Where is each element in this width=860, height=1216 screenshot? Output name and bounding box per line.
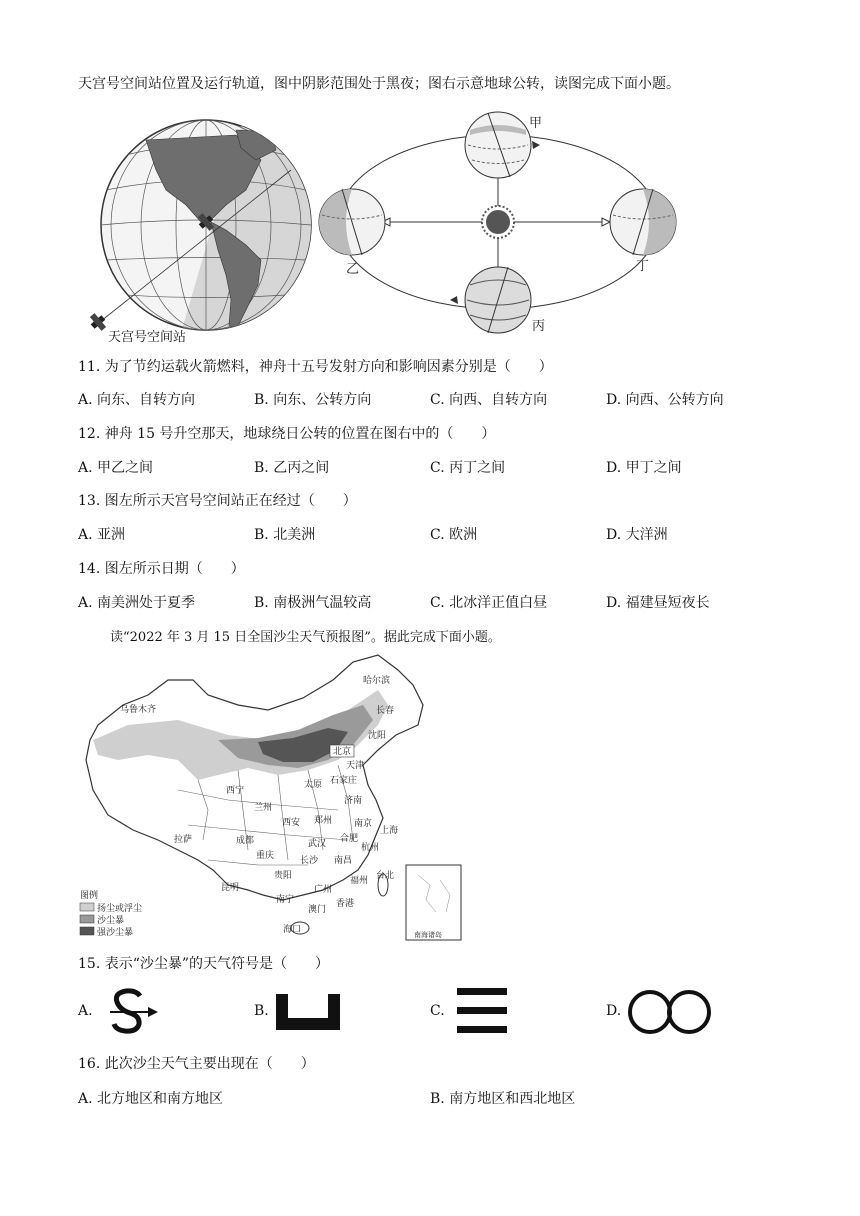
question-14-stem: 14. 图左所示日期（ ）: [78, 561, 245, 577]
city-shanghai: 上海: [380, 826, 399, 836]
q16-option-b[interactable]: B. 南方地区和西北地区: [430, 1091, 576, 1107]
intro-text-1: 天宫号空间站位置及运行轨道，图中阴影范围处于黑夜；图右示意地球公转，读图完成下面小题。: [78, 76, 680, 92]
city-hefei: 合肥: [340, 834, 359, 844]
question-12-stem: 12. 神舟 15 号升空那天，地球绕日公转的位置在图右中的（ ）: [78, 426, 496, 442]
city-wuhan: 武汉: [308, 839, 327, 849]
legend-label-sandstorm: 沙尘暴: [97, 916, 125, 926]
q15-option-c-letter: C.: [430, 1003, 445, 1019]
question-16-stem: 16. 此次沙尘天气主要出现在（ ）: [78, 1056, 315, 1072]
city-chengdu: 成都: [236, 836, 255, 846]
revolution-diagram: [310, 105, 690, 340]
city-guiyang: 贵阳: [274, 871, 293, 881]
q14-option-b[interactable]: B. 南极洲气温较高: [254, 595, 372, 611]
city-lasa: 拉萨: [174, 835, 193, 845]
q13-option-b[interactable]: B. 北美洲: [254, 527, 316, 543]
q12-option-a[interactable]: A. 甲乙之间: [78, 460, 154, 476]
q15-option-a-letter: A.: [78, 1003, 93, 1019]
q14-option-a[interactable]: A. 南美洲处于夏季: [78, 595, 196, 611]
city-hangzhou: 杭州: [361, 843, 380, 853]
q11-option-b[interactable]: B. 向东、公转方向: [254, 392, 372, 408]
city-guangzhou: 广州: [314, 885, 333, 895]
legend-label-strong: 强沙尘暴: [97, 928, 134, 938]
city-shenyang: 沈阳: [368, 731, 387, 741]
city-changchun: 长春: [376, 706, 395, 716]
city-shijiazhuang: 石家庄: [330, 776, 358, 786]
city-aomen: 澳门: [308, 905, 327, 915]
q15-option-d[interactable]: [606, 1003, 621, 1019]
city-haikou: 海口: [283, 925, 302, 935]
inset-label: 南海诸岛: [414, 931, 442, 939]
city-fuzhou: 福州: [350, 876, 369, 886]
satellite-icon: [87, 311, 109, 334]
q14-option-d[interactable]: D. 福建昼短夜长: [606, 595, 710, 611]
city-xianggang: 香港: [336, 899, 355, 909]
q15-option-d-letter: D.: [606, 1003, 622, 1019]
label-bing: 丙: [532, 319, 546, 334]
city-haerbin: 哈尔滨: [363, 676, 391, 686]
legend-swatch-sandstorm: [80, 915, 94, 923]
station-label: 天宫号空间站: [108, 330, 187, 345]
bracket-symbol-icon[interactable]: [274, 992, 342, 1032]
q11-option-c[interactable]: C. 向西、自转方向: [430, 392, 548, 408]
label-yi: 乙: [346, 262, 360, 277]
q13-option-c[interactable]: C. 欧洲: [430, 527, 478, 543]
q15-option-c[interactable]: [430, 1003, 445, 1019]
question-15-stem: 15. 表示“沙尘暴”的天气符号是（ ）: [78, 956, 330, 972]
q14-option-c[interactable]: C. 北冰洋正值白昼: [430, 595, 548, 611]
legend-label-dust: 扬尘或浮尘: [97, 904, 143, 914]
city-zhengzhou: 郑州: [314, 816, 333, 826]
city-chongqing: 重庆: [256, 851, 275, 861]
city-xining: 西宁: [226, 786, 245, 796]
legend-swatch-strong: [80, 927, 94, 935]
city-jinan: 济南: [344, 796, 363, 806]
city-xian: 西安: [282, 818, 301, 828]
city-taibei: 台北: [376, 871, 395, 881]
city-kunming: 昆明: [221, 883, 240, 893]
globe-figure: [86, 110, 326, 350]
city-lanzhou: 兰州: [254, 803, 273, 813]
q13-option-d[interactable]: D. 大洋洲: [606, 527, 668, 543]
q15-option-b-letter: B.: [254, 1003, 269, 1019]
china-dust-map: [78, 650, 468, 945]
q12-option-c[interactable]: C. 丙丁之间: [430, 460, 506, 476]
city-nanjing: 南京: [354, 819, 373, 829]
q13-option-a[interactable]: A. 亚洲: [78, 527, 126, 543]
sandstorm-symbol-icon[interactable]: [108, 988, 160, 1036]
question-11-stem: 11. 为了节约运载火箭燃料，神舟十五号发射方向和影响因素分别是（ ）: [78, 359, 553, 375]
city-nanchang: 南昌: [334, 856, 353, 866]
haze-symbol-icon[interactable]: [626, 988, 714, 1036]
question-13-stem: 13. 图左所示天宫号空间站正在经过（ ）: [78, 493, 357, 509]
city-changsha: 长沙: [300, 856, 319, 866]
q16-option-a[interactable]: A. 北方地区和南方地区: [78, 1091, 224, 1107]
q15-option-a[interactable]: [78, 1003, 93, 1019]
city-beijing: 北京: [333, 747, 352, 757]
city-taiyuan: 太原: [304, 780, 323, 790]
city-wulumuqi: 乌鲁木齐: [120, 705, 157, 715]
label-jia: 甲: [529, 116, 543, 131]
intro-text-2: 读“2022 年 3 月 15 日全国沙尘天气预报图”。据此完成下面小题。: [110, 630, 501, 645]
label-ding: 丁: [636, 259, 650, 274]
city-nanning: 南宁: [276, 895, 295, 905]
q15-option-b[interactable]: [254, 1003, 269, 1019]
city-tianjin: 天津: [346, 761, 365, 771]
q12-option-d[interactable]: D. 甲丁之间: [606, 460, 682, 476]
q11-option-a[interactable]: A. 向东、自转方向: [78, 392, 196, 408]
q12-option-b[interactable]: B. 乙丙之间: [254, 460, 330, 476]
q11-option-d[interactable]: D. 向西、公转方向: [606, 392, 724, 408]
fog-symbol-icon[interactable]: [456, 986, 508, 1036]
legend-title: 图例: [80, 891, 99, 901]
legend-swatch-dust: [80, 903, 94, 911]
